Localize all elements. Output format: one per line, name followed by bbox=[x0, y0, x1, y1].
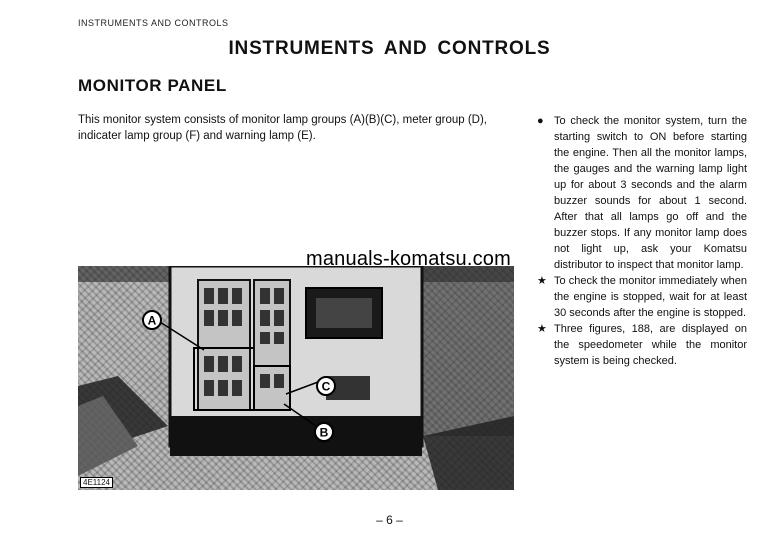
note-text: To check the monitor system, turn the starting switch to ON before starting the engine. Then all the monitor lamps, the gauges and the warning lamp light up for about 3 seconds and the alarm buzzer sounds for about 1 second. After that all lamps go off and the buzzer stops. If any monitor lamp does not light up, ask your Komatsu distributor to inspect that monitor lamp. bbox=[554, 115, 747, 271]
monitor-panel-photo bbox=[78, 266, 514, 490]
intro-paragraph: This monitor system consists of monitor lamp groups (A)(B)(C), meter group (D), indicater lamp group (F) and warning lamp (E). bbox=[78, 114, 487, 142]
callout-c bbox=[317, 377, 335, 395]
note-item bbox=[537, 273, 747, 321]
page-number: – 6 – bbox=[376, 513, 403, 527]
bullet-icon: ● bbox=[537, 115, 544, 127]
notes-column bbox=[537, 113, 747, 369]
watermark: manuals-komatsu.com bbox=[306, 248, 511, 270]
running-header: INSTRUMENTS AND CONTROLS bbox=[78, 18, 229, 28]
callout-c-label: C bbox=[321, 379, 331, 394]
page-title: INSTRUMENTS AND CONTROLS bbox=[228, 38, 551, 59]
star-icon: ★ bbox=[537, 275, 547, 287]
monitor-panel-illustration bbox=[78, 266, 514, 490]
callout-a bbox=[143, 311, 161, 329]
callout-b-label: B bbox=[319, 425, 329, 440]
note-text: To check the monitor immediately when the engine is stopped, wait for at least 30 seconds after the engine is stopped. bbox=[554, 275, 747, 319]
note-item bbox=[537, 113, 747, 273]
section-title: MONITOR PANEL bbox=[78, 76, 227, 95]
photo-code: 4E1124 bbox=[80, 477, 113, 488]
note-item bbox=[537, 321, 747, 369]
star-icon: ★ bbox=[537, 323, 547, 335]
callout-b bbox=[315, 423, 333, 441]
note-text: Three figures, 188, are displayed on the speedometer while the monitor system is being checked. bbox=[554, 323, 747, 367]
callout-a-label: A bbox=[147, 313, 157, 328]
